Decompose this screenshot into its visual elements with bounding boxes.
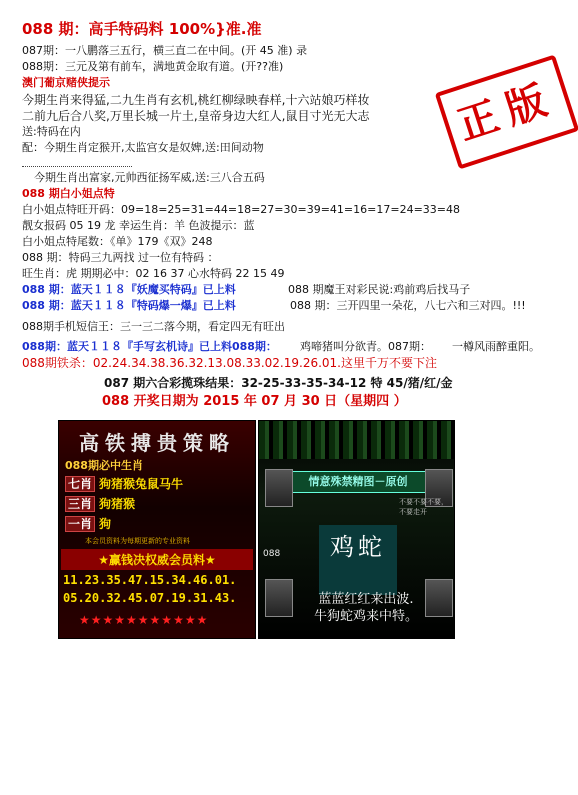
poem-wine: 一樽风雨醉重阳。 [452, 340, 540, 353]
draw-date: 088 开奖日期为 2015 年 07 月 30 日（星期四 ） [102, 394, 407, 409]
issue-number: 088 [263, 549, 281, 559]
poem-rooster: 鸡啼猪叫分欲青。087期： [300, 340, 431, 353]
row-value: 狗猪猴兔鼠马牛 [99, 477, 184, 491]
one-zodiac-row [65, 515, 111, 532]
row-value: 狗猪猴 [99, 497, 136, 511]
lucky-info: 靓女报码 05 19 龙 幸运生肖：羊 色波提示：蓝 [22, 219, 255, 232]
left-panel-title: 高铁搏贵策略 [79, 431, 235, 455]
hot-zodiac: 旺生肖：虎 期期必中：02 16 37 心水特码 22 15 49 [22, 267, 285, 280]
left-panel-note: 本会员资料为每期更新的专业资料 [85, 537, 190, 545]
footer-line-1: 蓝蓝红红来出波. [318, 592, 414, 607]
zodiac-word: 鸡蛇 [330, 533, 386, 561]
portrait-image [265, 579, 293, 617]
riddle-087: 087期：一八鹏落三五行，横三直二在中间。(开 45 准) 录 [22, 44, 308, 57]
portrait-image [265, 469, 293, 507]
number-row-2: 05.20.32.45.07.19.31.43. [63, 591, 237, 605]
right-panel-banner: 情意殊禁精图－原创 [287, 471, 429, 493]
poem-line-2: 二前九后合八奖,万里长城一片土,皇帝身边大红人,鼠目寸光无大志 [22, 109, 370, 123]
sms-king: 088期手机短信王：三一三二落今期，看定四无有旺出 [22, 320, 285, 333]
divider [22, 166, 132, 167]
bai-numbers: 白小姐点特旺开码：09=18=25=31=44=18=27=30=39=41=16=17=24=33=48 [22, 203, 460, 216]
poem-line-3: 送:特码在内 [22, 125, 81, 138]
section-heading-bai: 088 期白小姐点特 [22, 187, 115, 200]
poem-line-5: 今期生肖出富家,元帅西征扬军威,送:三八合五码 [34, 171, 265, 184]
right-panel-footer [291, 591, 441, 625]
blue-link-1[interactable]: 088 期：蓝天１１８『妖魔买特码』已上料 [22, 283, 236, 296]
flower-note: 088 期：三开四里一朵花，八七六和三对四。!!! [290, 299, 526, 312]
poem-line-4: 配：今期生肖定猴开,太监宫女是奴婢,送:田间动物 [22, 141, 264, 154]
devil-note: 088 期魔王对彩民说:鸡前鸡后找马子 [288, 283, 471, 296]
member-banner: ★赢钱决权威会员料★ [61, 549, 253, 570]
three-zodiac-row [65, 495, 135, 512]
decorative-header [259, 421, 454, 459]
special-hint: 088 期：特码三九两找 过一位有特码 ： [22, 251, 219, 264]
stars-row: ★★★★★★★★★★★ [79, 613, 209, 627]
seven-zodiac-row [65, 475, 183, 492]
authentic-stamp: 正版 [435, 54, 578, 169]
right-promo-panel[interactable] [258, 420, 455, 639]
tail-numbers: 白小姐点特尾数：《单》179《双》248 [22, 235, 213, 248]
row-tag: 三肖 [65, 496, 95, 512]
page-title: 088 期：高手特码料 100%}准.准 [22, 20, 262, 38]
left-promo-panel[interactable] [58, 420, 256, 639]
draw-result: 087 期六合彩揽珠结果：32-25-33-35-34-12 特 45/猪/红/金 [104, 376, 453, 390]
number-row-1: 11.23.35.47.15.34.46.01. [63, 573, 237, 587]
poem-line-1: 今期生肖来得猛,二九生肖有玄机,桃红柳绿映春样,十六站娘巧样妆 [22, 93, 370, 107]
kill-numbers: 088期铁杀：02.24.34.38.36.32.13.08.33.02.19.26.01.这里千万不要下注 [22, 356, 437, 370]
row-tag: 一肖 [65, 516, 95, 532]
left-panel-subtitle: 088期必中生肖 [65, 459, 143, 472]
footer-line-2: 牛狗蛇鸡来中特。 [313, 609, 418, 624]
row-tag: 七肖 [65, 476, 95, 492]
blue-link-2[interactable]: 088 期：蓝天１１８『特码爆一爆』已上料 [22, 299, 236, 312]
riddle-088: 088期：三元及第有前车，满地黄金取有道。(开??准) [22, 60, 284, 73]
blue-link-3[interactable]: 088期：蓝天１１８『手写玄机诗』已上料088期： [22, 340, 277, 353]
row-value: 狗 [99, 517, 112, 531]
section-heading-macau: 澳门葡京赌侠提示 [22, 76, 110, 89]
right-panel-note: 不要不要不要，不要走开 [399, 498, 448, 516]
